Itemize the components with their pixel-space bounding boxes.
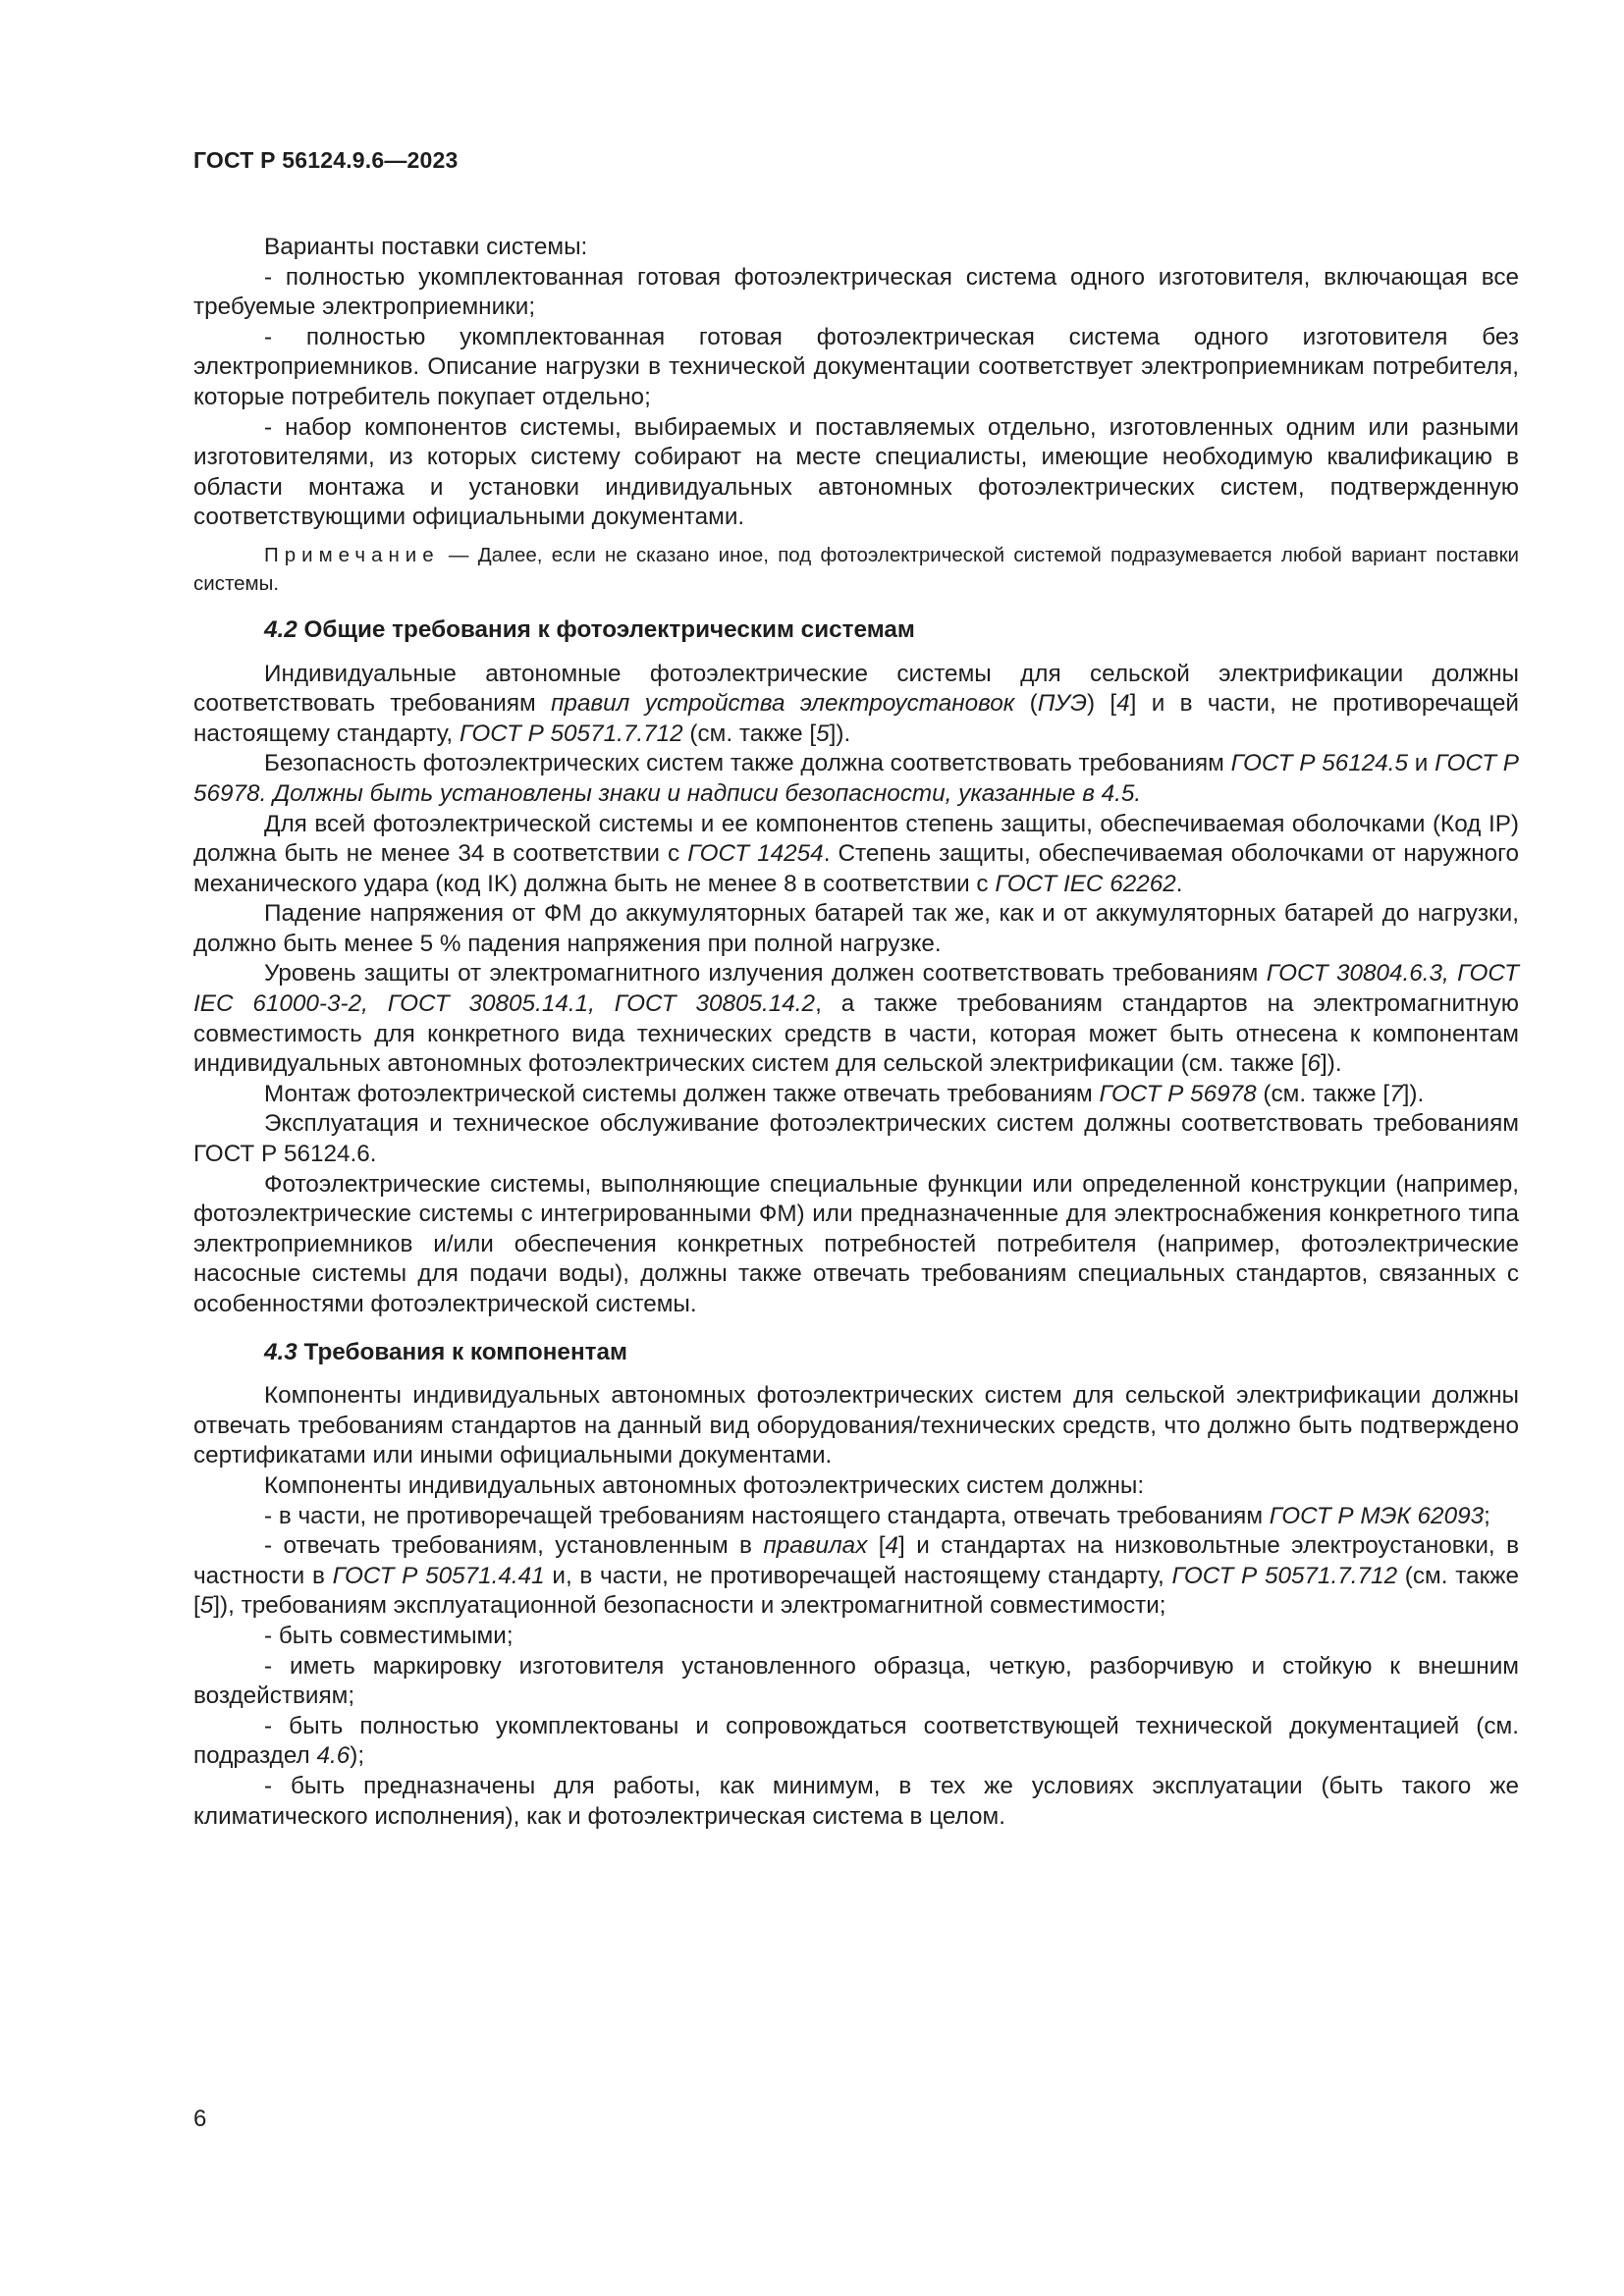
reference-5: 5 (199, 1592, 214, 1620)
text-run: ; (1484, 1502, 1490, 1529)
note-label: Примечание (264, 543, 440, 566)
reference-5: 5 (816, 720, 830, 747)
requirement-item-1 (193, 1502, 1519, 1532)
requirement-item-2 (193, 1531, 1519, 1622)
text-run: , а также требованиям стандартов на электромагнитную совместимость для конкретного вида технических средств в части, которая может быть отнесена к компонентам индивидуальных автономных фотоэлектрических систем для сельской электрификации (см. также [ (193, 990, 1519, 1078)
reference-4: 4 (1116, 690, 1130, 718)
reference-rules: правилах (763, 1532, 868, 1560)
text-run: . (1175, 870, 1183, 897)
reference-standard: ГОСТ IEC 62262 (995, 870, 1176, 897)
section-4-2-paragraph-3 (193, 810, 1519, 900)
section-4-2-paragraph-2 (193, 749, 1519, 809)
text-run: (см. также [ (682, 720, 817, 747)
text-run: (см. также [ (193, 1562, 1519, 1620)
text-run: ( (1014, 690, 1038, 718)
text-run: и, в части, не противоречащей настоящему стандарту, (544, 1562, 1172, 1589)
section-4-3-number: 4.3 (264, 1338, 298, 1365)
text-run: ]). (1320, 1050, 1342, 1078)
section-4-3-heading (264, 1338, 1519, 1368)
reference-standard: ГОСТ Р 50571.4.41 (332, 1562, 545, 1589)
reference-standard: ГОСТ 30804.6.3, ГОСТ IEC 61000-3-2, ГОСТ 30805.14.1, ГОСТ 30805.14.2 (193, 960, 1520, 1018)
reference-standard: ГОСТ Р 56978 (1099, 1080, 1257, 1107)
section-4-2-paragraph-8: Фотоэлектрические системы, выполняющие специальные функции или определенной конструкции (например, фотоэлектрические системы с интегрированными ФМ) или предназначенные для электроснабжения конкретного типа электроприемников и/или обеспечения конкретных потребностей потребителя (например, фотоэлектрические насосные системы для подачи воды), должны также отвечать требованиям специальных стандартов, связанных с особенностями фотоэлектрической системы. (193, 1170, 1519, 1317)
section-4-2-heading (264, 615, 1519, 646)
section-4-2-paragraph-5 (193, 959, 1519, 1079)
reference-7: 7 (1389, 1080, 1403, 1107)
reference-standard: ГОСТ 14254 (687, 840, 824, 868)
reference-standard: ГОСТ Р 56978. Должны быть установлены знаки и надписи безопасности, указанные в 4.5. (193, 750, 1519, 807)
text-run: ) [ (1086, 690, 1117, 718)
text-run: Уровень защиты от электромагнитного излучения должен соответствовать требованиям (264, 960, 1267, 988)
text-run: [ (867, 1532, 886, 1560)
reference-standard: ГОСТ Р МЭК 62093 (1269, 1502, 1485, 1529)
reference-standard: ГОСТ Р 50571.7.712 (459, 720, 683, 747)
text-run: и (1408, 750, 1435, 777)
text-run: - отвечать требованиям, установленным в (264, 1532, 764, 1560)
text-run: Индивидуальные автономные фотоэлектрические системы для сельской электрификации должны соответствовать требованиям (193, 660, 1519, 718)
delivery-option-2: - полностью укомплектованная готовая фотоэлектрическая система одного изготовителя без электроприемников. Описание нагрузки в технической документации соответствует электроприемникам потребителя, которые потребитель покупает отдельно; (193, 323, 1519, 410)
text-run: ]), требованиям эксплуатационной безопасности и электромагнитной совместимости; (213, 1592, 1166, 1620)
section-4-2-paragraph-7: Эксплуатация и техническое обслуживание фотоэлектрических систем должны соответствовать требованиям ГОСТ Р 56124.6. (193, 1110, 1519, 1168)
reference-4: 4 (885, 1532, 899, 1560)
text-run: (см. также [ (1256, 1080, 1390, 1107)
requirement-item-6: - быть предназначены для работы, как минимум, в тех же условиях эксплуатации (быть такого же климатического исполнения), как и фотоэлектрическая система в целом. (193, 1772, 1519, 1830)
delivery-option-1: - полностью укомплектованная готовая фотоэлектрическая система одного изготовителя, включающая все требуемые электроприемники; (193, 263, 1519, 321)
text-run: ]). (829, 720, 851, 747)
text-run: ] и в части, не противоречащей настоящему стандарту, (193, 690, 1520, 747)
note-text: — Далее, если не сказано иное, под фотоэлектрической системой подразумевается любой вариант поставки системы. (193, 543, 1519, 595)
text-run: - в части, не противоречащей требованиям настоящего стандарта, отвечать требованиям (264, 1502, 1270, 1529)
page-number: 6 (193, 2106, 207, 2132)
text-run: Безопасность фотоэлектрических систем также должна соответствовать требованиям (264, 750, 1231, 777)
section-4-2-title: Общие требования к фотоэлектрическим системам (297, 615, 915, 643)
reference-6: 6 (1307, 1050, 1321, 1078)
requirement-item-5 (193, 1712, 1519, 1772)
document-body (193, 233, 1519, 1832)
section-4-2-number: 4.2 (264, 615, 298, 643)
reference-standard: ГОСТ Р 50571.7.712 (1171, 1562, 1398, 1589)
text-run: . Степень защиты, обеспечиваемая оболочками от наружного механического удара (код IK) должна быть не менее 8 в соответствии с (193, 840, 1519, 897)
requirement-item-4: - иметь маркировку изготовителя установленного образца, четкую, разборчивую и стойкую к внешним воздействиям; (193, 1652, 1519, 1710)
delivery-option-3: - набор компонентов системы, выбираемых и поставляемых отдельно, изготовленных одним или разными изготовителями, из которых систему собирают на месте специалисты, имеющие необходимую квалификацию в области монтажа и установки индивидуальных автономных фотоэлектрических систем, подтвержденную соответствующими официальными документами. (193, 413, 1519, 531)
reference-pue: ПУЭ (1037, 690, 1087, 718)
section-4-2-paragraph-6 (193, 1080, 1519, 1110)
reference-subsection: 4.6 (316, 1742, 351, 1770)
reference-standard: ГОСТ Р 56124.5 (1230, 750, 1409, 777)
requirement-item-3: - быть совместимыми; (264, 1622, 514, 1649)
text-run: - быть полностью укомплектованы и сопровождаться соответствующей технической документацией (см. подраздел (193, 1712, 1519, 1770)
delivery-options-lead: Варианты поставки системы: (264, 234, 588, 260)
text-run: ); (350, 1742, 365, 1770)
section-4-2-paragraph-4: Падение напряжения от ФМ до аккумуляторных батарей так же, как и от аккумуляторных батарей до нагрузки, должно быть менее 5 % падения напряжения при полной нагрузке. (193, 900, 1519, 957)
document-header: ГОСТ Р 56124.9.6—2023 (193, 147, 459, 173)
section-4-2-paragraph-1 (193, 660, 1519, 750)
section-4-3-title: Требования к компонентам (297, 1338, 628, 1365)
section-4-3-paragraph-1: Компоненты индивидуальных автономных фотоэлектрических систем для сельской электрификации должны отвечать требованиям стандартов на данный вид оборудования/технических средств, что должно быть подтверждено сертификатами или иными официальными документами. (193, 1382, 1519, 1469)
note (193, 541, 1519, 598)
section-4-3-paragraph-2: Компоненты индивидуальных автономных фотоэлектрических систем должны: (264, 1471, 1145, 1499)
reference-rules: правил устройства электроустановок (551, 690, 1015, 718)
text-run: Для всей фотоэлектрической системы и ее компонентов степень защиты, обеспечиваемая оболочками (Код IP) должна быть не менее 34 в соответствии с (193, 810, 1519, 868)
text-run: ]). (1402, 1080, 1425, 1107)
text-run: Монтаж фотоэлектрической системы должен также отвечать требованиям (264, 1080, 1100, 1107)
text-run: ] и стандартах на низковольтные электроустановки, в частности в (193, 1532, 1519, 1589)
